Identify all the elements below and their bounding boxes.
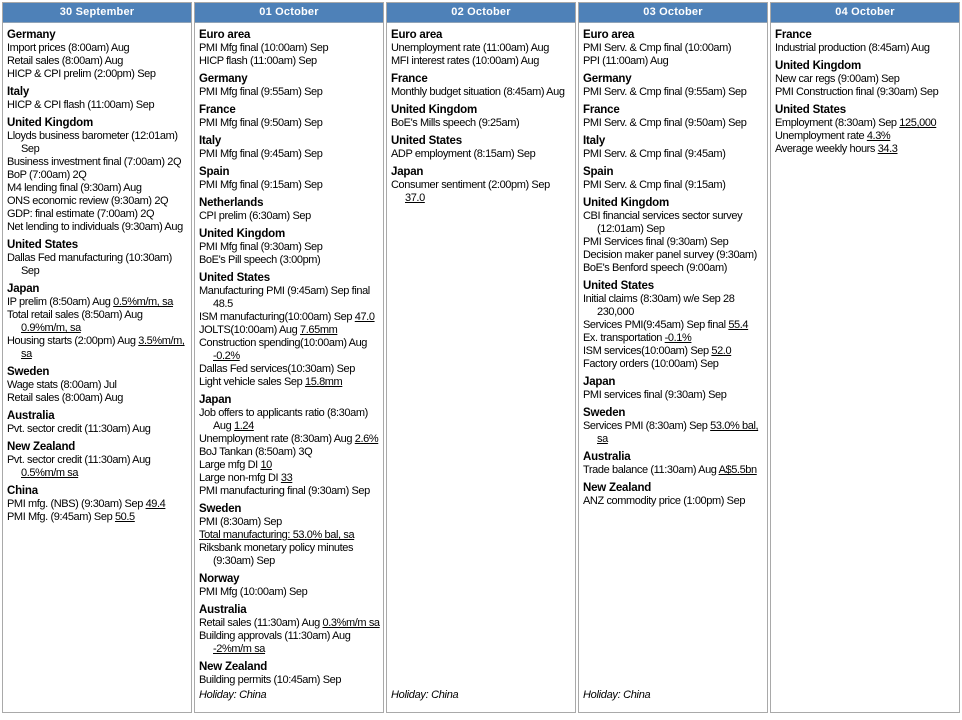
- event-item: [583, 345, 764, 358]
- event-item: [199, 55, 380, 68]
- event-text: Large non-mfg DI: [199, 472, 281, 484]
- event-item: [7, 156, 188, 169]
- event-item: [7, 296, 188, 309]
- event-text: Manufacturing PMI (9:45am) Sep final 48.5: [199, 285, 370, 310]
- event-value: 2.6%: [354, 433, 379, 445]
- event-value: 55.4: [728, 319, 749, 331]
- event-value: 49.4: [145, 498, 166, 510]
- event-text: PMI Mfg final (9:30am) Sep: [199, 241, 323, 253]
- event-text: Large mfg DI: [199, 459, 261, 471]
- country-heading: Germany: [7, 29, 56, 41]
- event-item: [7, 55, 188, 68]
- event-item: [199, 433, 380, 446]
- event-value: 53.0% bal, sa: [597, 420, 759, 445]
- event-item: [391, 179, 572, 205]
- event-item: [199, 311, 380, 324]
- country-heading: Japan: [7, 283, 40, 295]
- event-value: 4.3%: [866, 130, 891, 142]
- event-text: MFI interest rates (10:00am) Aug: [391, 55, 539, 67]
- day-column: [2, 2, 192, 713]
- country-heading: Australia: [583, 451, 631, 463]
- event-text: BoE's Mills speech (9:25am): [391, 117, 520, 129]
- event-text: Factory orders (10:00am) Sep: [583, 358, 719, 370]
- event-item: [583, 42, 764, 55]
- country-heading: China: [7, 485, 38, 497]
- event-item: [7, 99, 188, 112]
- country-heading: United States: [7, 239, 78, 251]
- event-text: Retail sales (8:00am) Aug: [7, 392, 123, 404]
- country-heading: Euro area: [199, 29, 251, 41]
- event-item: [199, 210, 380, 223]
- event-text: Pvt. sector credit (11:30am) Aug: [7, 454, 151, 466]
- event-item: [7, 169, 188, 182]
- day-column-body: [387, 23, 575, 712]
- event-item: [391, 42, 572, 55]
- day-column-body: [771, 23, 959, 712]
- event-item: [7, 208, 188, 221]
- event-item: [7, 498, 188, 511]
- event-text: Import prices (8:00am) Aug: [7, 42, 130, 54]
- event-value: 52.0: [711, 345, 732, 357]
- event-value: 0.5%m/m sa: [21, 467, 79, 479]
- event-text: PMI Serv. & Cmp final (9:15am): [583, 179, 726, 191]
- event-text: Pvt. sector credit (11:30am) Aug: [7, 423, 151, 435]
- event-text: PMI Mfg (10:00am) Sep: [199, 586, 308, 598]
- event-text: Retail sales (8:00am) Aug: [7, 55, 123, 67]
- event-item: [199, 363, 380, 376]
- event-item: [7, 252, 188, 278]
- country-heading: Japan: [391, 166, 424, 178]
- event-item: [583, 389, 764, 402]
- event-value: 10: [260, 459, 272, 471]
- day-column-body: [195, 23, 383, 712]
- country-heading: Australia: [7, 410, 55, 422]
- event-item: [391, 86, 572, 99]
- event-text: PMI Serv. & Cmp final (10:00am): [583, 42, 732, 54]
- country-heading: United Kingdom: [583, 197, 669, 209]
- event-text: PPI (11:00am) Aug: [583, 55, 669, 67]
- country-heading: France: [391, 73, 428, 85]
- event-text: Net lending to individuals (9:30am) Aug: [7, 221, 183, 233]
- event-value: Total manufacturing: 53.0% bal, sa: [199, 529, 355, 541]
- day-column-body: [579, 23, 767, 712]
- country-heading: Norway: [199, 573, 240, 585]
- event-value: 3.5%m/m, sa: [21, 335, 185, 360]
- event-value: 47.0: [354, 311, 375, 323]
- event-text: BoE's Pill speech (3:00pm): [199, 254, 321, 266]
- event-item: [199, 86, 380, 99]
- event-text: Building permits (10:45am) Sep: [199, 674, 342, 686]
- country-heading: United States: [199, 272, 270, 284]
- event-value: 37.0: [405, 192, 425, 204]
- country-heading: United Kingdom: [7, 117, 93, 129]
- event-item: [199, 324, 380, 337]
- event-text: BoJ Tankan (8:50am) 3Q: [199, 446, 313, 458]
- event-text: Dallas Fed manufacturing (10:30am) Sep: [7, 252, 172, 277]
- day-column-header: 03 October: [579, 3, 767, 23]
- event-text: PMI Mfg final (9:55am) Sep: [199, 86, 323, 98]
- event-text: Ex. transportation: [583, 332, 665, 344]
- event-item: [775, 143, 956, 156]
- event-text: PMI Mfg final (9:50am) Sep: [199, 117, 323, 129]
- event-item: [199, 674, 380, 687]
- event-text: PMI Mfg. (9:45am) Sep: [7, 511, 115, 523]
- country-heading: United Kingdom: [391, 104, 477, 116]
- event-value: -2%m/m sa: [213, 643, 266, 655]
- event-text: PMI (8:30am) Sep: [199, 516, 282, 528]
- event-item: [7, 309, 188, 335]
- event-text: PMI mfg. (NBS) (9:30am) Sep: [7, 498, 146, 510]
- event-item: [199, 376, 380, 389]
- event-value: -0.1%: [664, 332, 692, 344]
- event-text: PMI Mfg final (9:45am) Sep: [199, 148, 323, 160]
- event-text: ISM manufacturing(10:00am) Sep: [199, 311, 355, 323]
- event-item: [7, 195, 188, 208]
- event-item: [583, 148, 764, 161]
- event-value: 0.3%m/m sa: [322, 617, 380, 629]
- event-item: [583, 319, 764, 332]
- event-item: [199, 485, 380, 498]
- event-text: Job offers to applicants ratio (8:30am) Aug: [199, 407, 368, 432]
- event-text: Employment (8:30am) Sep: [775, 117, 900, 129]
- event-text: Riksbank monetary policy minutes (9:30am) Sep: [199, 542, 354, 567]
- event-text: PMI Mfg final (9:15am) Sep: [199, 179, 323, 191]
- event-text: Unemployment rate (8:30am) Aug: [199, 433, 355, 445]
- country-heading: Spain: [199, 166, 230, 178]
- event-text: Business investment final (7:00am) 2Q: [7, 156, 182, 168]
- event-text: BoP (7:00am) 2Q: [7, 169, 87, 181]
- country-heading: Germany: [199, 73, 248, 85]
- event-item: [7, 423, 188, 436]
- event-text: CBI financial services sector survey (12:01am) Sep: [583, 210, 743, 235]
- event-item: [775, 42, 956, 55]
- event-text: Lloyds business barometer (12:01am) Sep: [7, 130, 178, 155]
- event-text: HICP & CPI flash (11:00am) Sep: [7, 99, 155, 111]
- event-item: [199, 459, 380, 472]
- event-text: CPI prelim (6:30am) Sep: [199, 210, 311, 222]
- event-value: A$5.5bn: [718, 464, 757, 476]
- day-column-header: 04 October: [771, 3, 959, 23]
- country-heading: United States: [583, 280, 654, 292]
- event-text: ANZ commodity price (1:00pm) Sep: [583, 495, 746, 507]
- event-item: [583, 55, 764, 68]
- event-text: Monthly budget situation (8:45am) Aug: [391, 86, 565, 98]
- country-heading: United Kingdom: [775, 60, 861, 72]
- event-item: [199, 446, 380, 459]
- country-heading: France: [775, 29, 812, 41]
- event-item: [7, 335, 188, 361]
- event-item: [199, 42, 380, 55]
- event-item: [775, 73, 956, 86]
- event-text: Wage stats (8:00am) Jul: [7, 379, 117, 391]
- event-value: 7.65mm: [300, 324, 338, 336]
- event-text: Building approvals (11:30am) Aug: [199, 630, 351, 642]
- event-text: M4 lending final (9:30am) Aug: [7, 182, 142, 194]
- event-value: 125,000: [899, 117, 937, 129]
- day-column: [386, 2, 576, 713]
- country-heading: Australia: [199, 604, 247, 616]
- event-value: 0.5%m/m, sa: [113, 296, 173, 308]
- country-heading: Japan: [583, 376, 616, 388]
- event-item: [391, 55, 572, 68]
- country-heading: France: [583, 104, 620, 116]
- event-text: BoE's Benford speech (9:00am): [583, 262, 727, 274]
- event-item: [199, 254, 380, 267]
- event-text: IP prelim (8:50am) Aug: [7, 296, 114, 308]
- event-value: 34.3: [877, 143, 898, 155]
- event-text: Services PMI (8:30am) Sep: [583, 420, 711, 432]
- event-item: [7, 511, 188, 524]
- economic-calendar-table: [2, 2, 960, 713]
- event-item: [7, 182, 188, 195]
- event-text: Average weekly hours: [775, 143, 878, 155]
- event-item: [7, 68, 188, 81]
- country-heading: New Zealand: [583, 482, 652, 494]
- event-item: [775, 86, 956, 99]
- event-item: [199, 586, 380, 599]
- event-item: [583, 293, 764, 319]
- country-heading: Italy: [199, 135, 222, 147]
- country-heading: Euro area: [391, 29, 443, 41]
- event-item: [583, 495, 764, 508]
- day-column-header: 01 October: [195, 3, 383, 23]
- event-text: ONS economic review (9:30am) 2Q: [7, 195, 169, 207]
- event-text: Trade balance (11:30am) Aug: [583, 464, 719, 476]
- event-text: New car regs (9:00am) Sep: [775, 73, 900, 85]
- event-text: Retail sales (11:30am) Aug: [199, 617, 323, 629]
- country-heading: Sweden: [583, 407, 626, 419]
- country-heading: Netherlands: [199, 197, 264, 209]
- event-item: [391, 148, 572, 161]
- event-item: [199, 630, 380, 656]
- country-heading: Italy: [583, 135, 606, 147]
- event-item: [199, 472, 380, 485]
- event-text: PMI Serv. & Cmp final (9:45am): [583, 148, 726, 160]
- event-item: [199, 407, 380, 433]
- event-item: [583, 179, 764, 192]
- event-value: -0.2%: [213, 350, 240, 362]
- event-text: Services PMI(9:45am) Sep final: [583, 319, 729, 331]
- event-item: [199, 617, 380, 630]
- event-item: [583, 236, 764, 249]
- event-item: [391, 117, 572, 130]
- event-item: [199, 117, 380, 130]
- event-text: PMI Construction final (9:30am) Sep: [775, 86, 939, 98]
- event-item: [583, 332, 764, 345]
- event-text: Unemployment rate: [775, 130, 867, 142]
- event-item: [199, 542, 380, 568]
- event-text: GDP: final estimate (7:00am) 2Q: [7, 208, 155, 220]
- event-item: [7, 42, 188, 55]
- day-column: [770, 2, 960, 713]
- event-text: ADP employment (8:15am) Sep: [391, 148, 536, 160]
- country-heading: New Zealand: [199, 661, 268, 673]
- holiday-note: Holiday: China: [391, 689, 459, 701]
- country-heading: Japan: [199, 394, 232, 406]
- country-heading: Germany: [583, 73, 632, 85]
- event-item: [199, 516, 380, 529]
- event-text: PMI Services final (9:30am) Sep: [583, 236, 729, 248]
- country-heading: United States: [775, 104, 846, 116]
- country-heading: Euro area: [583, 29, 635, 41]
- country-heading: Sweden: [199, 503, 242, 515]
- holiday-note: Holiday: China: [583, 689, 651, 701]
- event-item: [583, 358, 764, 371]
- event-text: HICP flash (11:00am) Sep: [199, 55, 317, 67]
- day-column-header: 30 September: [3, 3, 191, 23]
- day-column: [194, 2, 384, 713]
- event-text: Consumer sentiment (2:00pm) Sep: [391, 179, 550, 191]
- event-item: [775, 117, 956, 130]
- event-item: [199, 337, 380, 363]
- event-item: [583, 262, 764, 275]
- event-text: ISM services(10:00am) Sep: [583, 345, 712, 357]
- event-item: [7, 130, 188, 156]
- event-text: Unemployment rate (11:00am) Aug: [391, 42, 549, 54]
- event-text: Initial claims (8:30am) w/e Sep 28 230,000: [583, 293, 735, 318]
- event-item: [583, 86, 764, 99]
- event-text: Housing starts (2:00pm) Aug: [7, 335, 139, 347]
- event-text: JOLTS(10:00am) Aug: [199, 324, 301, 336]
- event-text: PMI services final (9:30am) Sep: [583, 389, 727, 401]
- event-text: PMI Mfg final (10:00am) Sep: [199, 42, 329, 54]
- country-heading: Spain: [583, 166, 614, 178]
- holiday-note: Holiday: China: [199, 689, 267, 701]
- event-item: [199, 529, 380, 542]
- event-text: PMI Serv. & Cmp final (9:50am) Sep: [583, 117, 747, 129]
- event-value: 33: [280, 472, 293, 484]
- event-item: [199, 179, 380, 192]
- event-text: Decision maker panel survey (9:30am): [583, 249, 757, 261]
- event-text: PMI Serv. & Cmp final (9:55am) Sep: [583, 86, 747, 98]
- event-text: HICP & CPI prelim (2:00pm) Sep: [7, 68, 156, 80]
- event-text: Light vehicle sales Sep: [199, 376, 305, 388]
- day-column-header: 02 October: [387, 3, 575, 23]
- event-text: Dallas Fed services(10:30am) Sep: [199, 363, 355, 375]
- country-heading: Italy: [7, 86, 30, 98]
- event-value: 50.5: [114, 511, 135, 523]
- event-item: [583, 210, 764, 236]
- event-item: [199, 148, 380, 161]
- event-item: [7, 221, 188, 234]
- event-item: [583, 420, 764, 446]
- event-item: [199, 285, 380, 311]
- event-value: 15.8mm: [304, 376, 343, 388]
- event-item: [7, 379, 188, 392]
- event-text: Construction spending(10:00am) Aug: [199, 337, 368, 349]
- event-text: Total retail sales (8:50am) Aug: [7, 309, 143, 321]
- event-item: [583, 117, 764, 130]
- country-heading: United States: [391, 135, 462, 147]
- country-heading: Sweden: [7, 366, 50, 378]
- country-heading: United Kingdom: [199, 228, 285, 240]
- country-heading: New Zealand: [7, 441, 76, 453]
- event-item: [775, 130, 956, 143]
- event-text: PMI manufacturing final (9:30am) Sep: [199, 485, 370, 497]
- event-item: [583, 464, 764, 477]
- event-item: [7, 454, 188, 480]
- day-column-body: [3, 23, 191, 712]
- day-column: [578, 2, 768, 713]
- event-value: 1.24: [234, 420, 254, 432]
- event-item: [583, 249, 764, 262]
- country-heading: France: [199, 104, 236, 116]
- event-item: [199, 241, 380, 254]
- event-value: 0.9%m/m, sa: [21, 322, 81, 334]
- event-item: [7, 392, 188, 405]
- event-text: Industrial production (8:45am) Aug: [775, 42, 930, 54]
